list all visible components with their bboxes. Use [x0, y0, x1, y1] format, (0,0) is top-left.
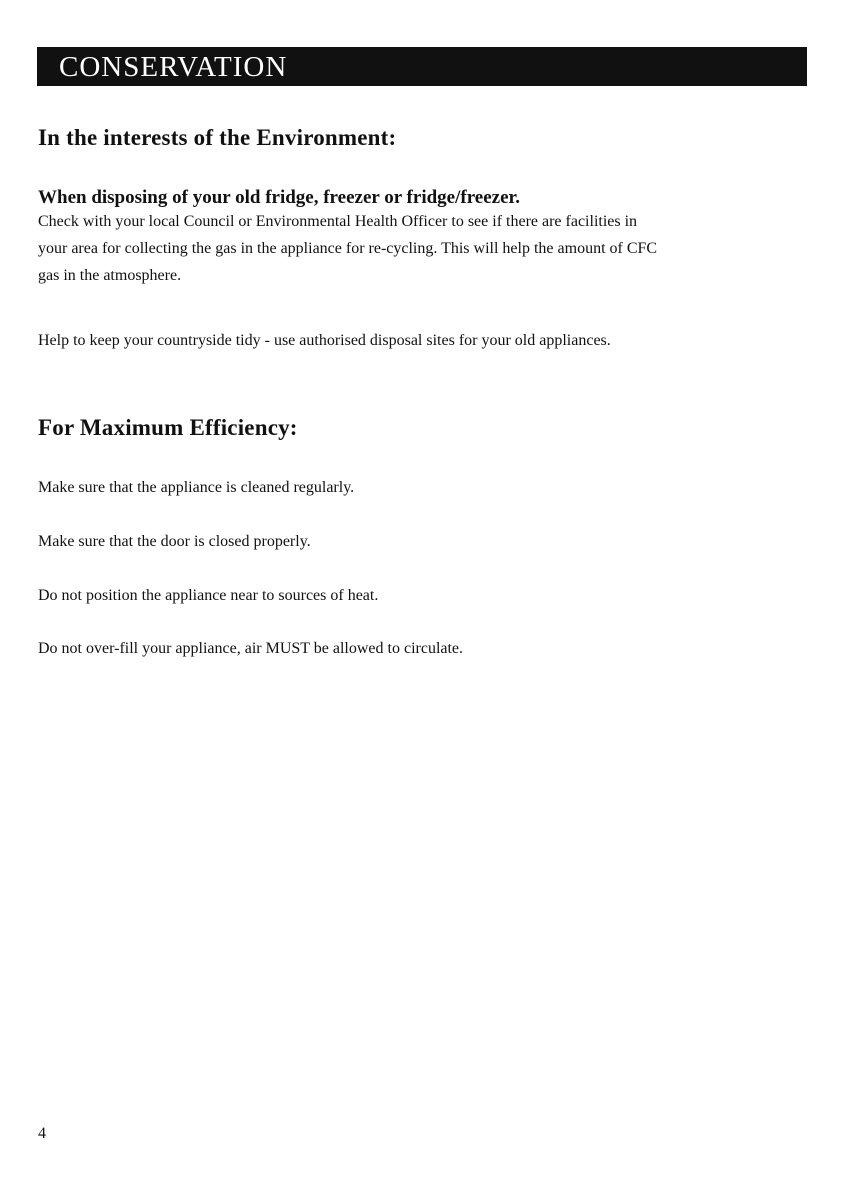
environment-heading: In the interests of the Environment:	[38, 125, 397, 150]
tidy-paragraph: Help to keep your countryside tidy - use authorised disposal sites for your old appliances.	[38, 332, 611, 349]
disposal-paragraph	[38, 208, 798, 289]
disposal-line-2: your area for collecting the gas in the appliance for re-cycling. This will help the amount of CFC	[38, 240, 658, 257]
section-banner	[37, 47, 807, 86]
disposal-line-1: Check with your local Council or Environmental Health Officer to see if there are facilities in	[38, 213, 638, 230]
efficiency-tip-1: Make sure that the appliance is cleaned regularly.	[38, 479, 355, 496]
page-number: 4	[38, 1125, 46, 1142]
banner-title: CONSERVATION	[59, 51, 288, 83]
disposal-line-3: gas in the atmosphere.	[38, 267, 182, 284]
disposal-heading: When disposing of your old fridge, freezer or fridge/freezer.	[38, 187, 520, 208]
efficiency-tip-3: Do not position the appliance near to sources of heat.	[38, 587, 379, 604]
efficiency-tip-4: Do not over-fill your appliance, air MUST be allowed to circulate.	[38, 640, 464, 657]
efficiency-tip-2: Make sure that the door is closed properly.	[38, 533, 311, 550]
efficiency-heading: For Maximum Efficiency:	[38, 415, 298, 440]
